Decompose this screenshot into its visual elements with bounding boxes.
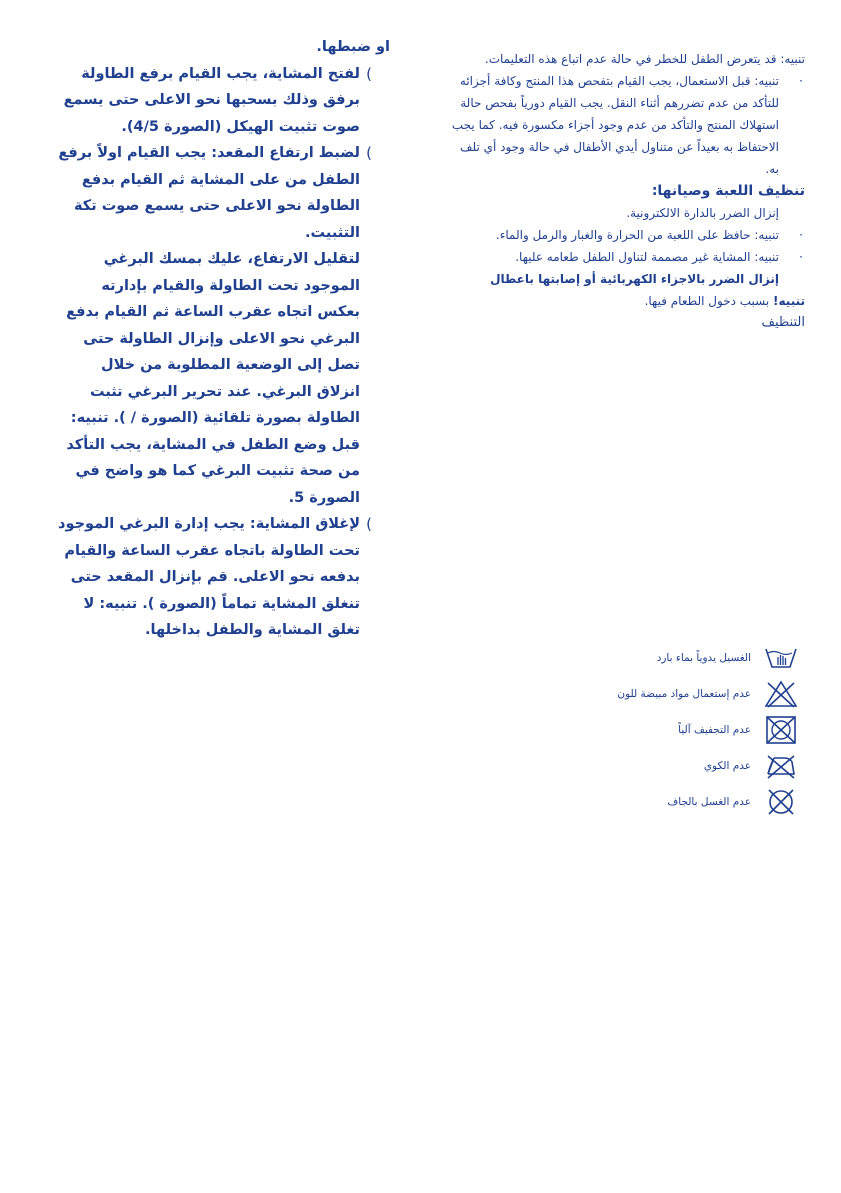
bullet-dot: · <box>799 250 803 264</box>
food-warning <box>445 290 805 312</box>
warning-bullet-text: تنبيه: قبل الاستعمال، يجب القيام بتفحص هذا المنتج وكافة أجزائه للتأكد من عدم تضررهم أثناء النقل. يجب القيام دورياً بفحص حالة استهلاك المنتج والتأكد من عدم وجود أجزاء مكسورة فيه. كما يجب الاحتفاظ به بعيداً عن متناول أيدي الأطفال في حالة وجود أي تلف به. <box>451 74 779 176</box>
opening-text: لفتح المشاية، يجب القيام برفع الطاولة برفق وذلك بسحبها نحو الاعلى حتى يسمع صوت تثبيت الهيكل (الصورة 4/5). <box>63 65 360 135</box>
legend-row <box>579 784 799 820</box>
warning-intro: تنبيه: قد يتعرض الطفل للخطر في حالة عدم اتباع هذه التعليمات. <box>484 52 805 66</box>
hand-wash-icon <box>763 643 799 673</box>
no-iron-icon <box>763 751 799 781</box>
legend-row <box>579 676 799 712</box>
legend-row <box>579 712 799 748</box>
bullet-dot: · <box>799 74 803 88</box>
remove-electronics: إنزال الضرر بالدارة الالكترونية. <box>626 206 779 220</box>
no-tumble-dry-icon <box>763 715 799 745</box>
legend-row <box>579 640 799 676</box>
closing-section <box>55 511 390 644</box>
legend-label: عدم إستعمال مواد مبيضة للون <box>617 688 751 700</box>
electric-parts: إنزال الضرر بالاجزاء الكهربائية أو إصابتها باعطال <box>490 272 779 286</box>
opening-marker: ) <box>366 64 372 83</box>
food-warning-text: بسبب دخول الطعام فيها. <box>644 294 770 308</box>
no-dry-clean-icon <box>763 787 799 817</box>
heat-bullet-text: تنبيه: حافظ على اللعبة من الحرارة والغبار والرمل والماء. <box>495 228 779 242</box>
left-column <box>55 34 390 644</box>
seat-height-marker: ) <box>366 144 372 162</box>
seat-height-section <box>55 140 390 511</box>
closing-text: لإغلاق المشاية: يجب إدارة البرغي الموجود تحت الطاولة باتجاه عقرب الساعة والقيام بدفعه نحو الاعلى. قم بإنزال المقعد حتى تنغلق المشاية تماماً (الصورة ). تنبيه: لا تغلق المشاية والطفل بداخلها. <box>58 516 360 638</box>
heat-bullet <box>445 224 805 246</box>
closing-marker: ) <box>366 515 372 533</box>
legend-row <box>579 748 799 784</box>
legend-label: عدم الكوي <box>703 760 751 772</box>
legend-label: عدم التجفيف آلياً <box>678 724 751 736</box>
cleaning-heading: تنظيف اللعبة وصيانها: <box>651 183 805 199</box>
legend-label: الغسيل يدوياً بماء بارد <box>656 652 751 664</box>
food-bullet <box>445 246 805 268</box>
no-bleach-icon <box>763 679 799 709</box>
legend-label: عدم الغسل بالجاف <box>667 796 751 808</box>
right-column <box>445 48 805 334</box>
cleaning-title: التنظيف <box>761 315 805 330</box>
care-legend <box>579 640 799 820</box>
seat-height-text-1: لضبط ارتفاع المقعد: يجب القيام اولاً برفع الطفل من على المشاية ثم القيام بدفع الطاولة نحو الاعلى حتى يسمع صوت تكة التثبيت. <box>58 145 360 241</box>
warning-bullet <box>445 70 805 180</box>
bullet-dot: · <box>799 228 803 242</box>
food-warning-bold: تنبيه! <box>773 294 805 308</box>
seat-height-text-2: لتقليل الارتفاع، عليك بمسك البرغي الموجود تحت الطاولة والقيام بإدارته بعكس اتجاه عقرب الساعة ثم القيام بدفع البرغي نحو الاعلى وإنزال الطاولة حتى تصل إلى الوضعية المطلوبة من خلال انزلاق البرغي. عند تحرير البرغي تثبت الطاولة بصورة تلقائية (الصورة / ). تنبيه: قبل وضع الطفل في المشاية، يجب التأكد من صحة تثبيت البرغي كما هو واضح في الصورة 5. <box>66 251 360 506</box>
opening-section <box>55 61 390 141</box>
top-continuation: او ضبطها. <box>316 39 390 55</box>
food-bullet-text: تنبيه: المشاية غير مصممة لتناول الطفل طعامه عليها. <box>515 250 779 264</box>
